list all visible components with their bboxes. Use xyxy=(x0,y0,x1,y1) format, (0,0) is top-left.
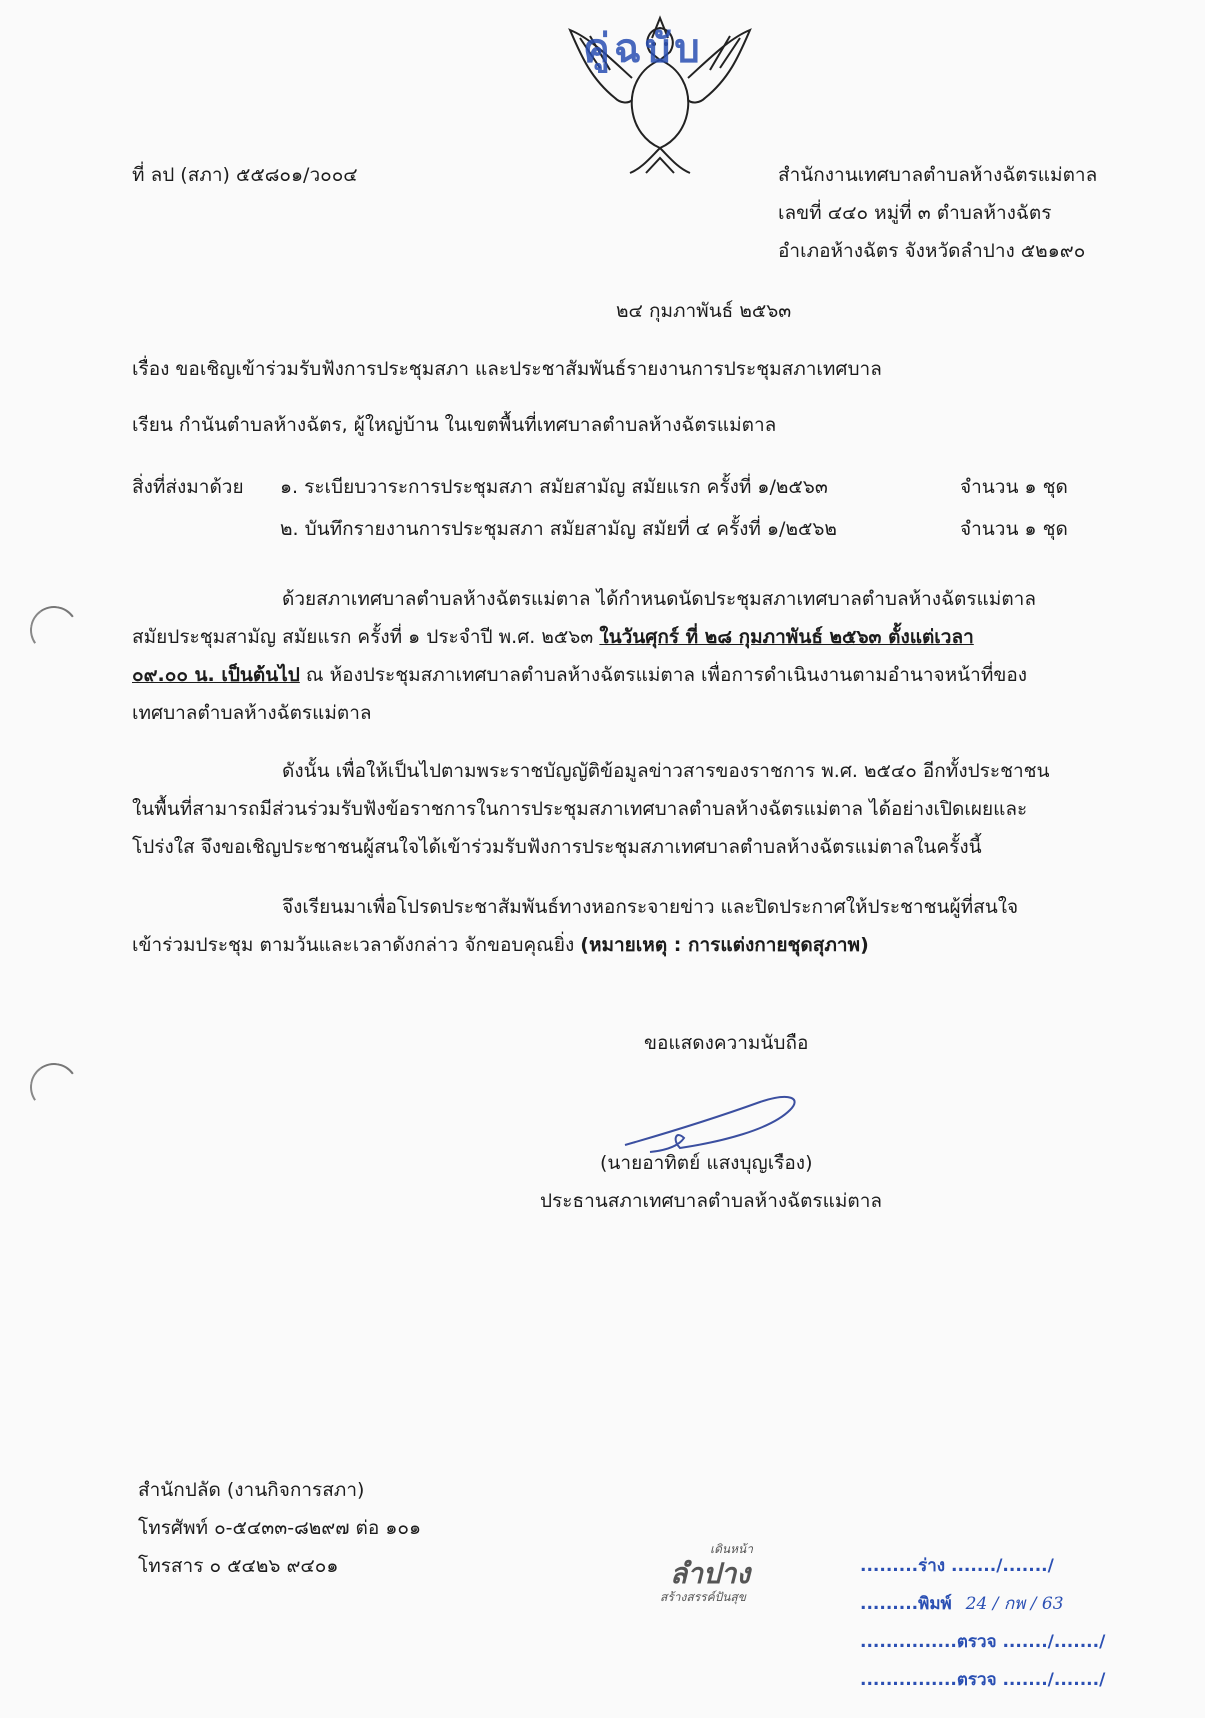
office-address-line2: เลขที่ ๔๔๐ หมู่ที่ ๓ ตำบลห้างฉัตร xyxy=(778,202,1052,224)
stamp-print-row xyxy=(860,1590,1064,1617)
para2-line3: โปร่งใส จึงขอเชิญประชาชนผู้สนใจได้เข้าร่วมรับฟังการประชุมสภาเทศบาลตำบลห้างฉัตรแม่ตาลในครั้งนี้ xyxy=(132,836,982,858)
para1-line3-text: ณ ห้องประชุมสภาเทศบาลตำบลห้างฉัตรแม่ตาล เพื่อการดำเนินงานตามอำนาจหน้าที่ของ xyxy=(299,664,1028,686)
para2-line2: ในพื้นที่สามารถมีส่วนร่วมรับฟังข้อราชการในการประชุมสภาเทศบาลตำบลห้างฉัตรแม่ตาล ได้อย่างเปิดเผยและ xyxy=(132,798,1028,820)
signer-title: ประธานสภาเทศบาลตำบลห้างฉัตรแม่ตาล xyxy=(540,1190,883,1212)
para1-line1: ด้วยสภาเทศบาลตำบลห้างฉัตรแม่ตาล ได้กำหนดนัดประชุมสภาเทศบาลตำบลห้างฉัตรแม่ตาล xyxy=(282,588,1036,610)
office-address-line1: สำนักงานเทศบาลตำบลห้างฉัตรแม่ตาล xyxy=(778,164,1098,186)
para1-line2 xyxy=(132,622,974,652)
copy-stamp: คู่ฉบับ xyxy=(583,26,704,72)
approval-stamp xyxy=(860,1552,1170,1702)
lampang-logo-sub: สร้างสรรค์ปันสุข xyxy=(660,1590,746,1604)
stamp-print-date: 24 / กพ / 63 xyxy=(965,1594,1064,1614)
footer-department: สำนักปลัด (งานกิจการสภา) xyxy=(138,1479,365,1501)
meeting-time-emphasis: ๐๙.๐๐ น. เป็นต้นไป xyxy=(132,664,300,686)
para1-line4: เทศบาลตำบลห้างฉัตรแม่ตาล xyxy=(132,702,372,724)
enclosure-label: สิ่งที่ส่งมาด้วย xyxy=(132,476,244,498)
recipient: เรียน กำนันตำบลห้างฉัตร, ผู้ใหญ่บ้าน ในเขตพื้นที่เทศบาลตำบลห้างฉัตรแม่ตาล xyxy=(132,414,777,436)
meeting-date-emphasis: ในวันศุกร์ ที่ ๒๘ กุมภาพันธ์ ๒๕๖๓ ตั้งแต่เวลา xyxy=(599,626,974,648)
para3-line2 xyxy=(132,930,869,960)
para3-line2-text: เข้าร่วมประชุม ตามวันและเวลาดังกล่าว จักขอบคุณยิ่ง xyxy=(132,934,581,956)
dress-code-note: (หมายเหตุ : การแต่งกายชุดสุภาพ) xyxy=(580,934,869,956)
footer-fax: โทรสาร ๐ ๕๔๒๖ ๙๔๐๑ xyxy=(138,1555,339,1577)
office-address-line3: อำเภอห้างฉัตร จังหวัดลำปาง ๕๒๑๙๐ xyxy=(778,240,1086,262)
enclosure-item-2-qty: จำนวน ๑ ชุด xyxy=(960,518,1068,540)
enclosure-item-2: ๒. บันทึกรายงานการประชุมสภา สมัยสามัญ สมัยที่ ๔ ครั้งที่ ๑/๒๕๖๒ xyxy=(280,518,837,540)
para2-line1: ดังนั้น เพื่อให้เป็นไปตามพระราชบัญญัติข้อมูลข่าวสารของราชการ พ.ศ. ๒๕๔๐ อีกทั้งประชาชน xyxy=(282,760,1050,782)
stamp-check-row-2: ...............ตรวจ ......./......./ xyxy=(860,1670,1106,1690)
enclosure-item-1: ๑. ระเบียบวาระการประชุมสภา สมัยสามัญ สมัยแรก ครั้งที่ ๑/๒๕๖๓ xyxy=(280,476,828,498)
punch-hole-bottom xyxy=(26,1059,82,1115)
stamp-draft-row: .........ร่าง ......./......./ xyxy=(860,1556,1054,1576)
reference-number: ที่ ลป (สภา) ๕๕๘๐๑/ว๐๐๔ xyxy=(132,164,358,186)
lampang-logo-main: ลำปาง xyxy=(670,1557,751,1590)
footer-telephone: โทรศัพท์ ๐-๕๔๓๓-๘๒๙๗ ต่อ ๑๐๑ xyxy=(138,1517,422,1539)
enclosure-item-1-qty: จำนวน ๑ ชุด xyxy=(960,476,1068,498)
para3-line1: จึงเรียนมาเพื่อโปรดประชาสัมพันธ์ทางหอกระจายข่าว และปิดประกาศให้ประชาชนผู้ที่สนใจ xyxy=(282,896,1019,918)
signer-name: (นายอาทิตย์ แสงบุญเรือง) xyxy=(600,1152,813,1174)
stamp-print-label: .........พิมพ์ xyxy=(860,1594,952,1614)
closing: ขอแสดงความนับถือ xyxy=(644,1032,809,1054)
lampang-logo-top: เดินหน้า xyxy=(710,1542,753,1556)
para1-line2-text: สมัยประชุมสามัญ สมัยแรก ครั้งที่ ๑ ประจำปี พ.ศ. ๒๕๖๓ xyxy=(132,626,600,648)
lampang-logo xyxy=(640,1540,780,1610)
punch-hole-top xyxy=(26,602,82,658)
subject: เรื่อง ขอเชิญเข้าร่วมรับฟังการประชุมสภา และประชาสัมพันธ์รายงานการประชุมสภาเทศบาล xyxy=(132,358,882,380)
para1-line3 xyxy=(132,660,1027,690)
letter-date: ๒๔ กุมภาพันธ์ ๒๕๖๓ xyxy=(616,300,792,322)
stamp-check-row-1: ...............ตรวจ ......./......./ xyxy=(860,1632,1106,1652)
